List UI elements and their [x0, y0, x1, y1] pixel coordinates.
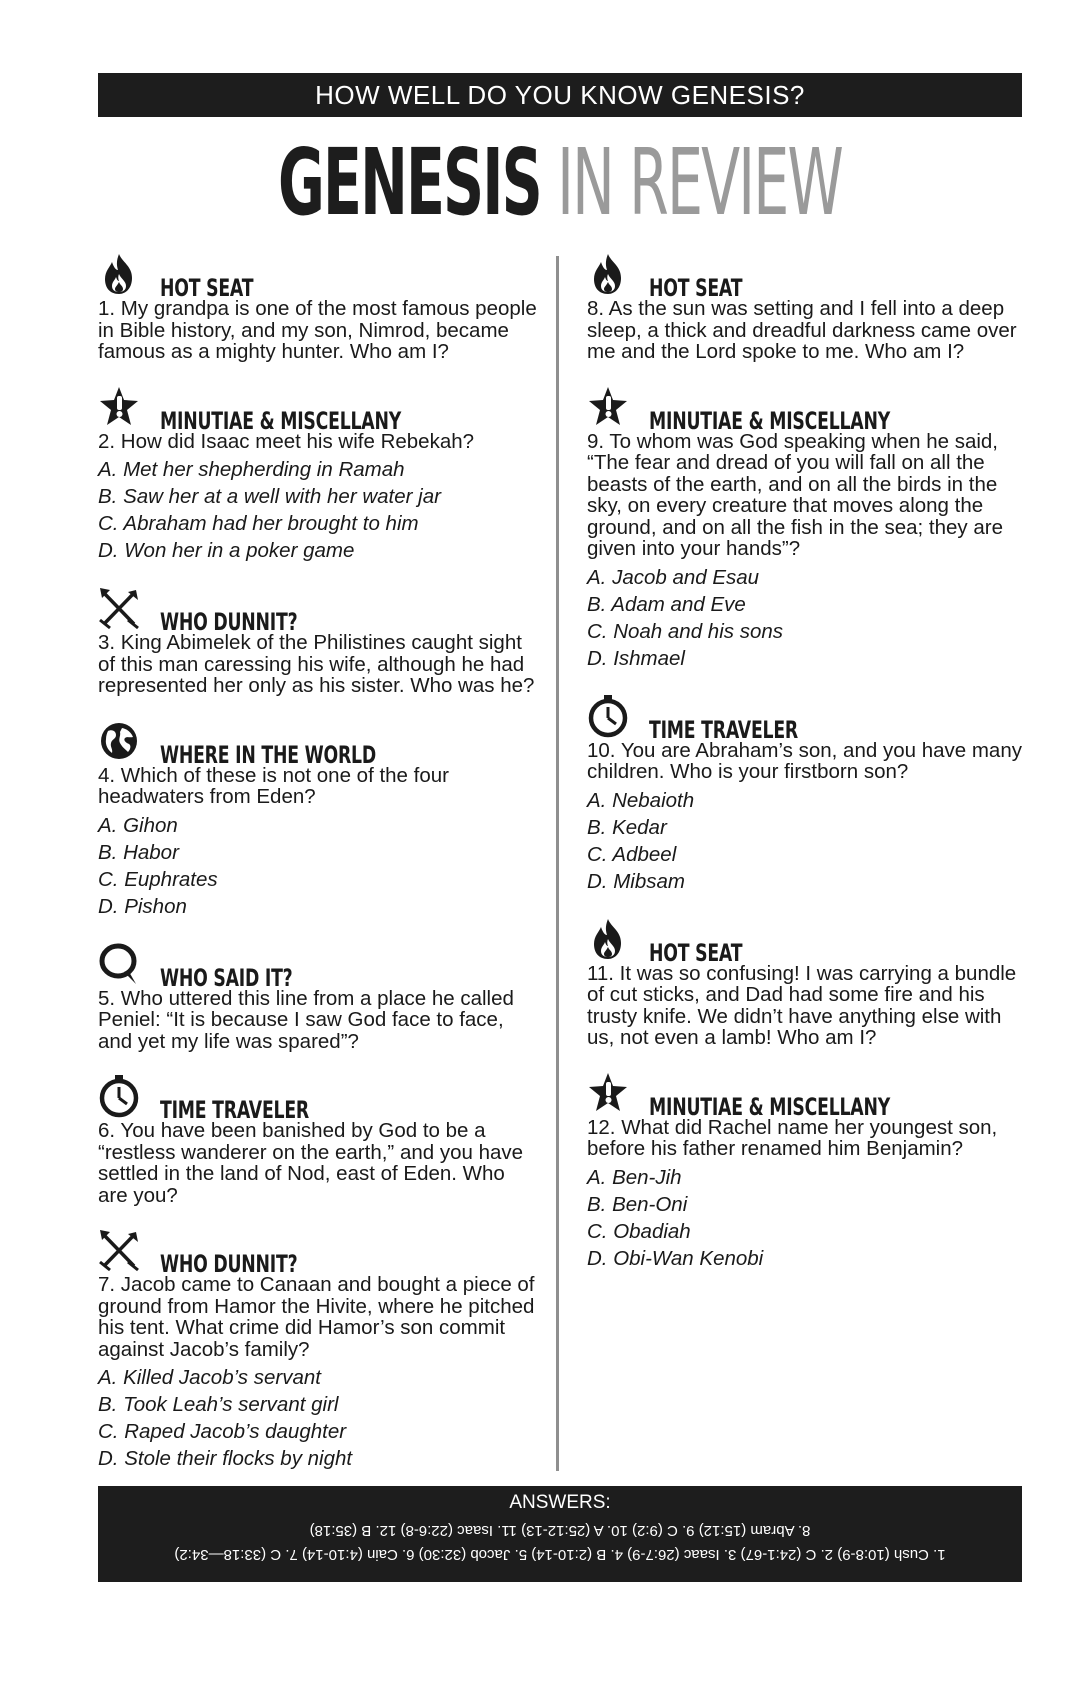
globe-icon [98, 719, 140, 763]
page-title [213, 128, 907, 238]
answer-option: B. Saw her at a well with her water jar [98, 485, 441, 508]
answer-options [98, 456, 538, 564]
stopwatch-icon [98, 1074, 140, 1118]
right-column [587, 252, 1027, 1294]
question-text: 10. You are Abraham’s son, and you have many children. Who is your firstborn son? [587, 738, 1022, 783]
question-block [98, 252, 538, 363]
answer-option: B. Ben-Oni [587, 1192, 688, 1216]
answer-option: C. Abraham had her brought to him [98, 512, 419, 535]
title-part2: IN REVIEW [540, 129, 842, 236]
fire-icon [587, 917, 629, 961]
answer-option: C. Raped Jacob’s daughter [98, 1420, 347, 1443]
question-block [98, 1228, 538, 1472]
answers-title: ANSWERS: [509, 1492, 611, 1513]
question-header [587, 385, 1027, 433]
banner-text: HOW WELL DO YOU KNOW GENESIS? [315, 79, 805, 110]
question-text: 2. How did Isaac meet his wife Rebekah? [98, 429, 475, 453]
question-block [98, 1074, 538, 1206]
question-header [587, 1071, 1027, 1119]
answer-option: B. Kedar [587, 815, 667, 839]
answer-option: C. Adbeel [587, 842, 677, 866]
question-text: 3. King Abimelek of the Philistines caught sight of this man caressing his wife, although he had represented her only as his sister. Who was he? [98, 631, 535, 697]
question-category: WHO SAID IT? [160, 963, 293, 992]
question-header [587, 252, 1027, 300]
question-category: MINUTIAE & MISCELLANY [649, 1092, 891, 1121]
fire-icon [587, 252, 629, 296]
answer-option: C. Euphrates [98, 867, 218, 891]
question-text: 12. What did Rachel name her youngest son, before his father renamed him Benjamin? [587, 1115, 998, 1160]
question-category: HOT SEAT [649, 274, 743, 302]
answer-box [98, 1486, 1022, 1582]
stopwatch-icon [587, 694, 629, 738]
question-header [98, 719, 538, 767]
question-header [587, 694, 1027, 742]
question-text: 4. Which of these is not one of the four headwaters from Eden? [98, 763, 449, 808]
speech-bubble-icon [98, 942, 140, 986]
question-category: TIME TRAVELER [649, 715, 799, 744]
answer-option: A. Jacob and Esau [587, 565, 760, 589]
answers-line-1: 1. Cush (10:8-9) 2. C (24:1-67) 3. Isaac (26:7-9) 4. B (2:10-14) 5. Jacob (32:30) 6. Cain (4:10-14) 7. C (33:18—34:2) [174, 1546, 946, 1563]
question-text: 6. You have been banished by God to be a “restless wanderer on the earth,” and you have settled in the land of Nod, east of Eden. Who are you? [98, 1119, 524, 1207]
question-block [98, 586, 538, 697]
question-text: 8. As the sun was setting and I fell into a deep sleep, a thick and dreadful darkness came over me and the Lord spoke to me. Who am I? [587, 297, 1017, 363]
question-header [98, 1074, 538, 1122]
answer-option: D. Stole their flocks by night [98, 1447, 353, 1470]
question-header [98, 586, 538, 634]
question-block [98, 719, 538, 920]
answer-option: A. Killed Jacob’s servant [98, 1366, 321, 1389]
answer-options [98, 812, 538, 920]
answer-options [587, 787, 1027, 895]
answer-option: D. Mibsam [587, 869, 685, 893]
question-block [587, 1071, 1027, 1272]
top-banner [98, 73, 1022, 117]
question-header [98, 252, 538, 300]
question-category: WHERE IN THE WORLD [160, 740, 376, 769]
question-header [98, 385, 538, 433]
question-category: MINUTIAE & MISCELLANY [160, 406, 402, 435]
answer-option: D. Ishmael [587, 646, 685, 670]
question-category: HOT SEAT [160, 274, 254, 302]
question-category: WHO DUNNIT? [160, 608, 298, 636]
answer-option: A. Gihon [98, 813, 178, 837]
question-block [98, 942, 538, 1053]
question-header [587, 917, 1027, 965]
question-text: 11. It was so confusing! I was carrying a bundle of cut sticks, and Dad had some fire and his trusty knife. We didn’t have anything else with us, not even a lamb! Who am I? [587, 961, 1017, 1049]
question-text: 1. My grandpa is one of the most famous people in Bible history, and my son, Nimrod, became famous as a mighty hunter. Who am I? [98, 297, 537, 363]
answer-option: C. Obadiah [587, 1219, 691, 1243]
question-header [98, 942, 538, 990]
answer-option: A. Met her shepherding in Ramah [98, 458, 405, 481]
answers-line-2: 8. Abram (15:12) 9. C (9:2) 10. A (25:12-13) 11. Isaac (22:6-8) 12. B (35:18) [309, 1522, 811, 1539]
question-text: 5. Who uttered this line from a place he called Peniel: “It is because I saw God face to face, and yet my life was spared”? [98, 986, 514, 1053]
answer-option: D. Pishon [98, 894, 187, 918]
answer-option: C. Noah and his sons [587, 619, 784, 643]
crossed-weapons-icon [98, 586, 140, 630]
question-header [98, 1228, 538, 1276]
fire-icon [98, 252, 140, 296]
exclamation-star-icon [587, 1071, 629, 1115]
question-block [587, 917, 1027, 1049]
question-text: 9. To whom was God speaking when he said, “The fear and dread of you will fall on all the beasts of the earth, and on all the birds in the sky, on every creature that moves along the ground, and on all the fish in the sea; they are given into your hands”? [587, 429, 1003, 560]
question-category: TIME TRAVELER [160, 1096, 310, 1124]
question-category: MINUTIAE & MISCELLANY [649, 406, 891, 435]
crossed-weapons-icon [98, 1228, 140, 1272]
answer-option: D. Won her in a poker game [98, 539, 355, 562]
answer-option: B. Habor [98, 840, 179, 864]
question-block [587, 252, 1027, 363]
answer-options [98, 1364, 538, 1472]
exclamation-star-icon [587, 385, 629, 429]
question-block [587, 385, 1027, 672]
question-block [587, 694, 1027, 895]
answer-options [587, 564, 1027, 672]
answer-option: B. Adam and Eve [587, 592, 746, 616]
answer-option: A. Nebaioth [587, 788, 695, 812]
question-category: WHO DUNNIT? [160, 1250, 298, 1278]
question-text: 7. Jacob came to Canaan and bought a piece of ground from Hamor the Hivite, where he pitched his tent. What crime did Hamor’s son commit against Jacob’s family? [98, 1273, 535, 1361]
answer-options [587, 1164, 1027, 1272]
question-block [98, 385, 538, 565]
answer-option: D. Obi-Wan Kenobi [587, 1246, 764, 1270]
left-column [98, 252, 538, 1494]
answer-option: B. Took Leah’s servant girl [98, 1393, 339, 1416]
title-part1: GENESIS [278, 129, 541, 236]
question-category: HOT SEAT [649, 938, 743, 967]
answer-option: A. Ben-Jih [587, 1165, 682, 1189]
exclamation-star-icon [98, 385, 140, 429]
column-divider [556, 256, 559, 1471]
